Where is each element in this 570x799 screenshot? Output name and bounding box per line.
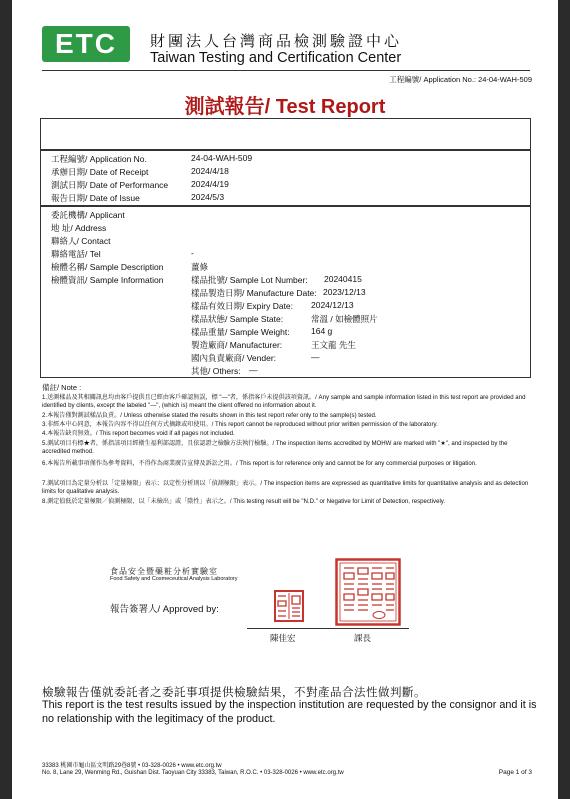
signer-seal <box>274 590 304 622</box>
application-no-label: 工程編號/ Application No. <box>51 154 147 164</box>
manufacture-date-label: 樣品製造日期/ Manufacture Date: <box>191 288 317 298</box>
notes-title: 備註/ Note : <box>42 383 82 392</box>
report-title <box>12 90 558 119</box>
note-item: 3.非經本中心同意，本報告內容不得以任何方式摘錄或印使用。/ This report cannot be reproduced without prior written permission of the laboratory. <box>42 421 438 428</box>
note-item: 8.測定值低於定量極限／偵測極限，以「未檢出」或「陰性」表示之。/ This testing result will be "N.D." or Negative for Limit of Detection, respectively. <box>42 498 446 505</box>
signer-name: 陳佳宏 <box>270 634 296 644</box>
lot-number-value: 20240415 <box>324 274 362 284</box>
address-label: 地 址/ Address <box>51 223 107 233</box>
date-receipt-value: 2024/4/18 <box>191 166 229 176</box>
footer-address-zh: 33383 桃園市龜山區文明路29巷8號 • 03-328-0026 • www.etc.org.tw <box>42 763 222 769</box>
disclaimer-zh: 檢驗報告僅就委託者之委託事項提供檢驗結果，不對產品合法性做判斷。 <box>42 685 426 699</box>
note-item: 1.送測樣品及其相關訊息均由客戶提供且已經由客戶確認無誤，標 "—"者，係指客戶未提供該項資訊。/ Any sample and sample information listed in this test report are provided and identified by clients, except the labeled "—", (which is) meant the client offered no information about it. <box>42 394 526 409</box>
info-box <box>40 150 531 206</box>
signature-line <box>247 628 409 629</box>
sample-information-label: 檢體資訊/ Sample Information <box>51 275 164 285</box>
report-page <box>12 0 558 799</box>
lab-name-en: Food Safety and Cosmeceutical Analysis Laboratory <box>110 576 238 582</box>
lab-name-zh: 食品安全暨藥粧分析實驗室 <box>110 567 218 576</box>
page-number: Page 1 of 3 <box>498 769 532 776</box>
approved-by-label: 報告簽署人/ Approved by: <box>110 604 219 615</box>
signer-title: 課長 <box>354 634 372 644</box>
sample-description-label: 檢體名稱/ Sample Description <box>51 262 164 272</box>
sample-description-value: 薑條 <box>191 262 209 272</box>
sample-state-value: 常溫 / 如檢體照片 <box>311 314 378 324</box>
note-item: 7.測試項目為定量分析以「定量極限」表示；以定性分析則以「偵測極限」表示。/ The inspection items are expressed as quantitative limits for quantitative analysis and as detection limits for qualitative analysis. <box>42 480 529 495</box>
expiry-date-label: 樣品有效日期/ Expiry Date: <box>191 301 294 311</box>
date-issue-label: 報告日期/ Date of Issue <box>51 193 140 203</box>
date-receipt-label: 承辦日期/ Date of Receipt <box>51 167 149 177</box>
application-no-header: 工程編號/ Application No.: 24-04-WAH-509 <box>389 75 532 84</box>
report-title-zh: 測試報告 <box>184 96 265 118</box>
lot-number-label: 樣品批號/ Sample Lot Number: <box>191 275 308 285</box>
manufacturer-value: 王文龍 先生 <box>311 340 356 350</box>
contact-label: 聯絡人/ Contact <box>51 236 111 246</box>
etc-logo: ETC <box>42 26 130 62</box>
others-value: — <box>249 365 258 375</box>
manufacturer-label: 製造廠商/ Manufacturer: <box>191 340 283 350</box>
others-label: 其他/ Others: <box>191 366 241 376</box>
org-name-en: Taiwan Testing and Certification Center <box>150 50 402 66</box>
tel-label: 聯絡電話/ Tel <box>51 249 101 259</box>
vender-label: 國內負責廠商/ Vender: <box>191 353 277 363</box>
expiry-date-value: 2024/12/13 <box>311 300 354 310</box>
note-item: 2.本報告僅對測試樣品負責。/ Unless otherwise stated the results shown in this test report refer only to the sample(s) tested. <box>42 412 377 419</box>
date-performance-label: 測試日期/ Date of Performance <box>51 180 169 190</box>
manufacture-date-value: 2023/12/13 <box>323 287 366 297</box>
official-seal <box>335 558 401 626</box>
header-divider <box>42 70 530 71</box>
applicant-box <box>40 206 531 378</box>
sample-weight-value: 164 g <box>311 326 333 336</box>
org-name-zh: 財團法人台灣商品檢測驗證中心 <box>150 32 403 50</box>
applicant-label: 委託機構/ Applicant <box>51 210 125 220</box>
note-item: 5.測試項目有標★者，係指該項目經衛生福利部認證，且依認證之檢驗方法執行檢驗。/ The inspection items accredited by MOHW are marked with "★", and inspected by the accredited method. <box>42 440 508 455</box>
sample-weight-label: 樣品重量/ Sample Weight: <box>191 327 290 337</box>
note-item: 6.本報告所載事項僅作為參考資料，不得作為商業廣告宣傳及訴訟之用。/ This report is for reference only and cannot be for any commercial purposes or litigation. <box>42 460 477 467</box>
blank-box <box>40 118 531 150</box>
footer-address-en: No. 8, Lane 29, Wenming Rd., Guishan Dist. Taoyuan City 33383, Taiwan, R.O.C. • 03-328-0026 • www.etc.org.tw <box>42 770 344 776</box>
date-performance-value: 2024/4/19 <box>191 179 229 189</box>
application-no-value: 24-04-WAH-509 <box>191 153 253 163</box>
sample-state-label: 樣品狀態/ Sample State: <box>191 314 284 324</box>
vender-value: — <box>311 352 320 362</box>
date-issue-value: 2024/5/3 <box>191 192 225 202</box>
disclaimer-en: This report is the test results issued by the inspection institution are requested by the consignor and it is no relationship with the legitimacy of the product. <box>42 699 537 725</box>
tel-value: - <box>191 248 194 258</box>
note-item: 4.本報告缺頁無效。/ This report becomes void if all pages not included. <box>42 430 235 437</box>
report-title-en: / Test Report <box>264 96 386 118</box>
